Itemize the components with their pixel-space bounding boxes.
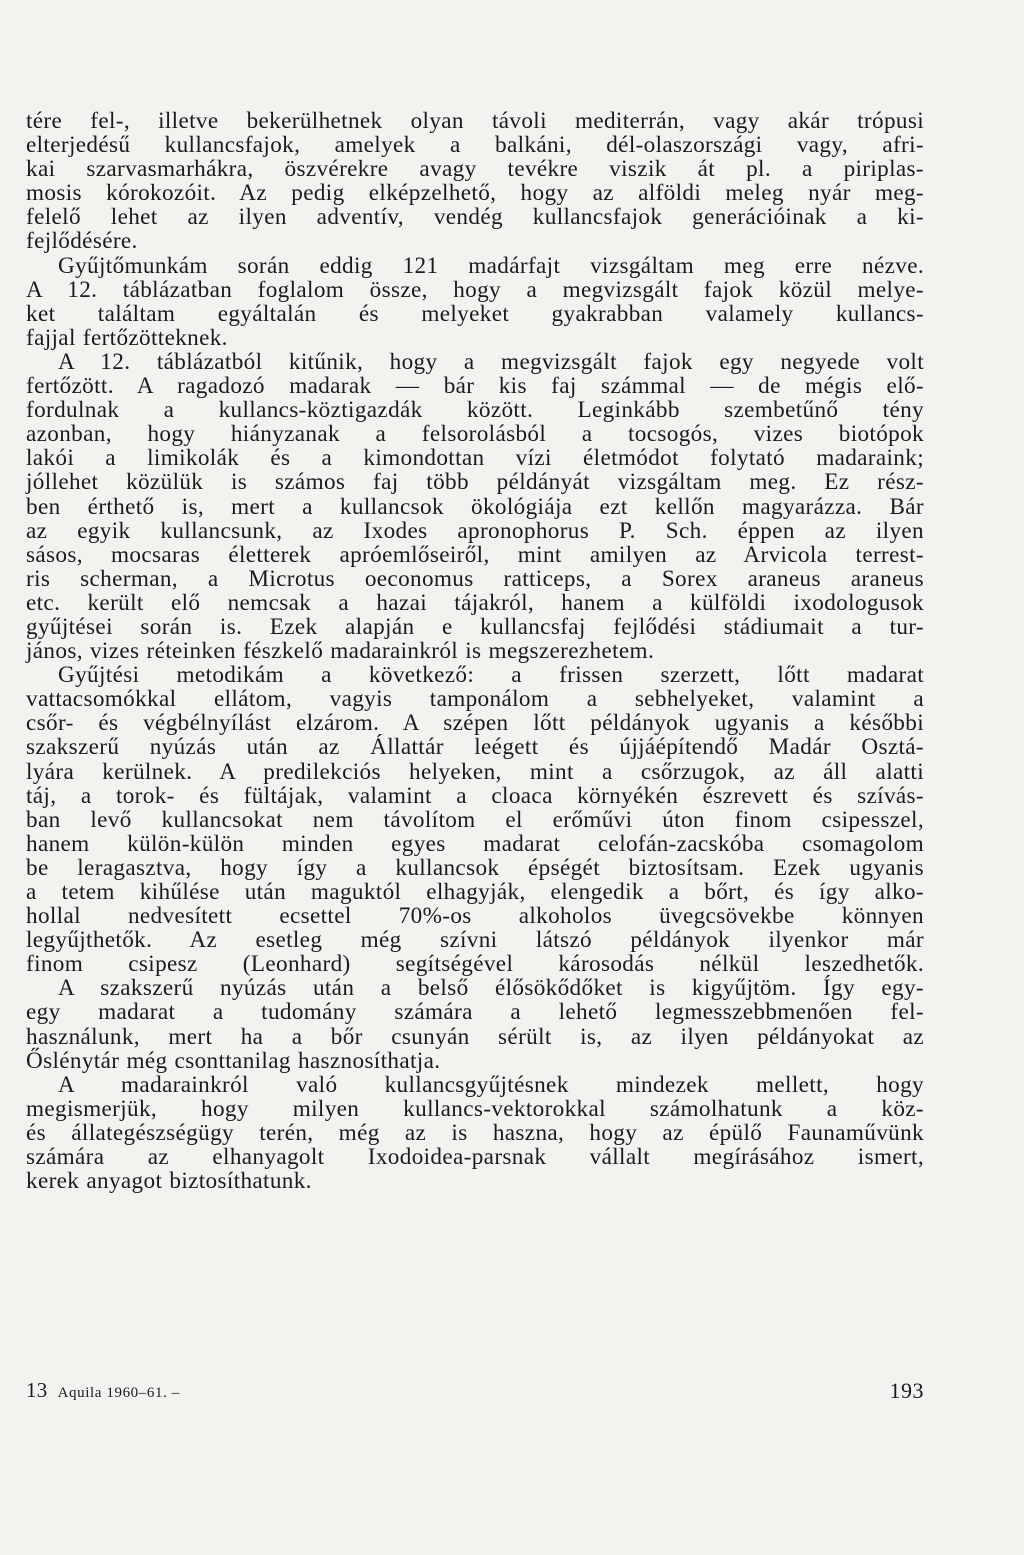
text-line: mosis kórokozóit. Az pedig elképzelhető, hogy az alföldi meleg nyár meg- bbox=[26, 180, 924, 207]
text-line: legyűjthetők. Az esetleg még szívni látszó példányok ilyenkor már bbox=[26, 927, 924, 954]
text-line: csőr- és végbélnyílást elzárom. A szépen lőtt példányok ugyanis a későbbi bbox=[26, 710, 924, 737]
text-line: sásos, mocsaras életterek apróemlőseiről, mint amilyen az Arvicola terrest- bbox=[26, 541, 924, 568]
text-line: megismerjük, hogy milyen kullancs-vektorokkal számolhatunk a köz- bbox=[26, 1095, 924, 1122]
text-line: finom csipesz (Leonhard) segítségével károsodás nélkül leszedhetők. bbox=[26, 951, 924, 978]
text-line: Őslénytár még csonttanilag hasznosíthatja. bbox=[26, 1047, 441, 1074]
text-line: jános, vizes réteinken fészkelő madarainkról is megszerezhetem. bbox=[26, 638, 655, 665]
text-line: ben érthető is, mert a kullancsok ökológiája ezt kellőn magyarázza. Bár bbox=[26, 493, 924, 520]
text-line: be leragasztva, hogy így a kullancsok épségét biztosítsam. Ezek ugyanis bbox=[26, 854, 924, 881]
text-line: táj, a torok- és fültájak, valamint a cloaca környékén észrevett és szívás- bbox=[26, 782, 924, 809]
text-line: gyűjtései során is. Ezek alapján e kullancsfaj fejlődési stádiumait a tur- bbox=[26, 613, 924, 640]
text-line: ban levő kullancsokat nem távolítom el erőművi úton finom csipesszel, bbox=[26, 806, 924, 833]
text-line: azonban, hogy hiányzanak a felsorolásból a tocsogós, vizes biotópok bbox=[26, 421, 924, 448]
text-line: etc. került elő nemcsak a hazai tájakról, hanem a külföldi ixodologusok bbox=[26, 589, 924, 616]
text-line: fordulnak a kullancs-köztigazdák között. Leginkább szembetűnő tény bbox=[26, 397, 924, 424]
text-line: ris scherman, a Microtus oeconomus ratticeps, a Sorex araneus araneus bbox=[26, 565, 924, 592]
text-line: hollal nedvesített ecsettel 70%-os alkoholos üvegcsövekbe könnyen bbox=[26, 903, 924, 930]
footer-left bbox=[26, 1378, 180, 1403]
paragraph-first-line: Gyűjtési metodikám a következő: a frissen szerzett, lőtt madarat bbox=[58, 662, 924, 689]
text-line: fertőzött. A ragadozó madarak — bár kis faj számmal — de mégis elő- bbox=[26, 373, 924, 400]
text-line: fajjal fertőzötteknek. bbox=[26, 324, 228, 351]
page-footer bbox=[26, 1378, 924, 1408]
text-line: tére fel-, illetve bekerülhetnek olyan távoli mediterrán, vagy akár trópusi bbox=[26, 108, 924, 134]
paragraph-first-line: A madarainkról való kullancsgyűjtésnek mindezek mellett, hogy bbox=[58, 1071, 924, 1098]
text-line: ket találtam egyáltalán és melyeket gyakrabban valamely kullancs- bbox=[26, 300, 924, 327]
text-line: fejlődésére. bbox=[26, 228, 138, 255]
paragraph-first-line: Gyűjtőmunkám során eddig 121 madárfajt vizsgáltam meg erre nézve. bbox=[58, 252, 924, 279]
text-line: lyára kerülnek. A predilekciós helyeken, mint a csőrzugok, az áll alatti bbox=[26, 758, 924, 785]
text-line: A 12. táblázatban foglalom össze, hogy a megvizsgált fajok közül melye- bbox=[26, 276, 924, 303]
text-line: szakszerű nyúzás után az Állattár leégett és újjáépítendő Madár Osztá- bbox=[26, 734, 924, 761]
text-line: vattacsomókkal ellátom, vagyis tamponálom a sebhelyeket, valamint a bbox=[26, 686, 924, 713]
text-line: elterjedésű kullancsfajok, amelyek a balkáni, dél-olaszországi vagy, afri- bbox=[26, 132, 924, 159]
journal-reference: Aquila 1960–61. – bbox=[57, 1385, 180, 1401]
text-line: egy madarat a tudomány számára a lehető legmesszebbmenően fel- bbox=[26, 999, 924, 1026]
text-line: a tetem kihűlése után maguktól elhagyják, elengedik a bőrt, és így alko- bbox=[26, 879, 924, 905]
text-line: lakói a limikolák és a kimondottan vízi életmódot folytató madaraink; bbox=[26, 445, 924, 472]
text-line: kai szarvasmarhákra, öszvérekre avagy tevékre viszik át pl. a piriplas- bbox=[26, 156, 924, 183]
paragraph-first-line: A szakszerű nyúzás után a belső élősökődőket is kigyűjtöm. Így egy- bbox=[58, 975, 924, 1002]
text-line: hanem külön-külön minden egyes madarat celofán-zacskóba csomagolom bbox=[26, 830, 924, 857]
text-line: az egyik kullancsunk, az Ixodes apronophorus P. Sch. éppen az ilyen bbox=[26, 517, 924, 544]
text-line: jóllehet közülük is számos faj több példányát vizsgáltam meg. Ez rész- bbox=[26, 469, 924, 496]
text-line: felelő lehet az ilyen adventív, vendég kullancsfajok generációinak a ki- bbox=[26, 204, 924, 231]
paragraph-first-line: A 12. táblázatból kitűnik, hogy a megvizsgált fajok egy negyede volt bbox=[58, 348, 924, 375]
text-line: kerek anyagot biztosíthatunk. bbox=[26, 1168, 312, 1195]
text-line: használunk, mert ha a bőr csunyán sérült is, az ilyen példányokat az bbox=[26, 1023, 924, 1050]
text-line: és állategészségügy terén, még az is haszna, hogy az épülő Faunaművünk bbox=[26, 1119, 924, 1146]
page-number: 193 bbox=[889, 1378, 924, 1403]
signature-mark: 13 bbox=[26, 1378, 48, 1402]
body-text bbox=[26, 109, 924, 1193]
text-line: számára az elhanyagolt Ixodoidea-parsnak vállalt megírásához ismert, bbox=[26, 1144, 924, 1171]
